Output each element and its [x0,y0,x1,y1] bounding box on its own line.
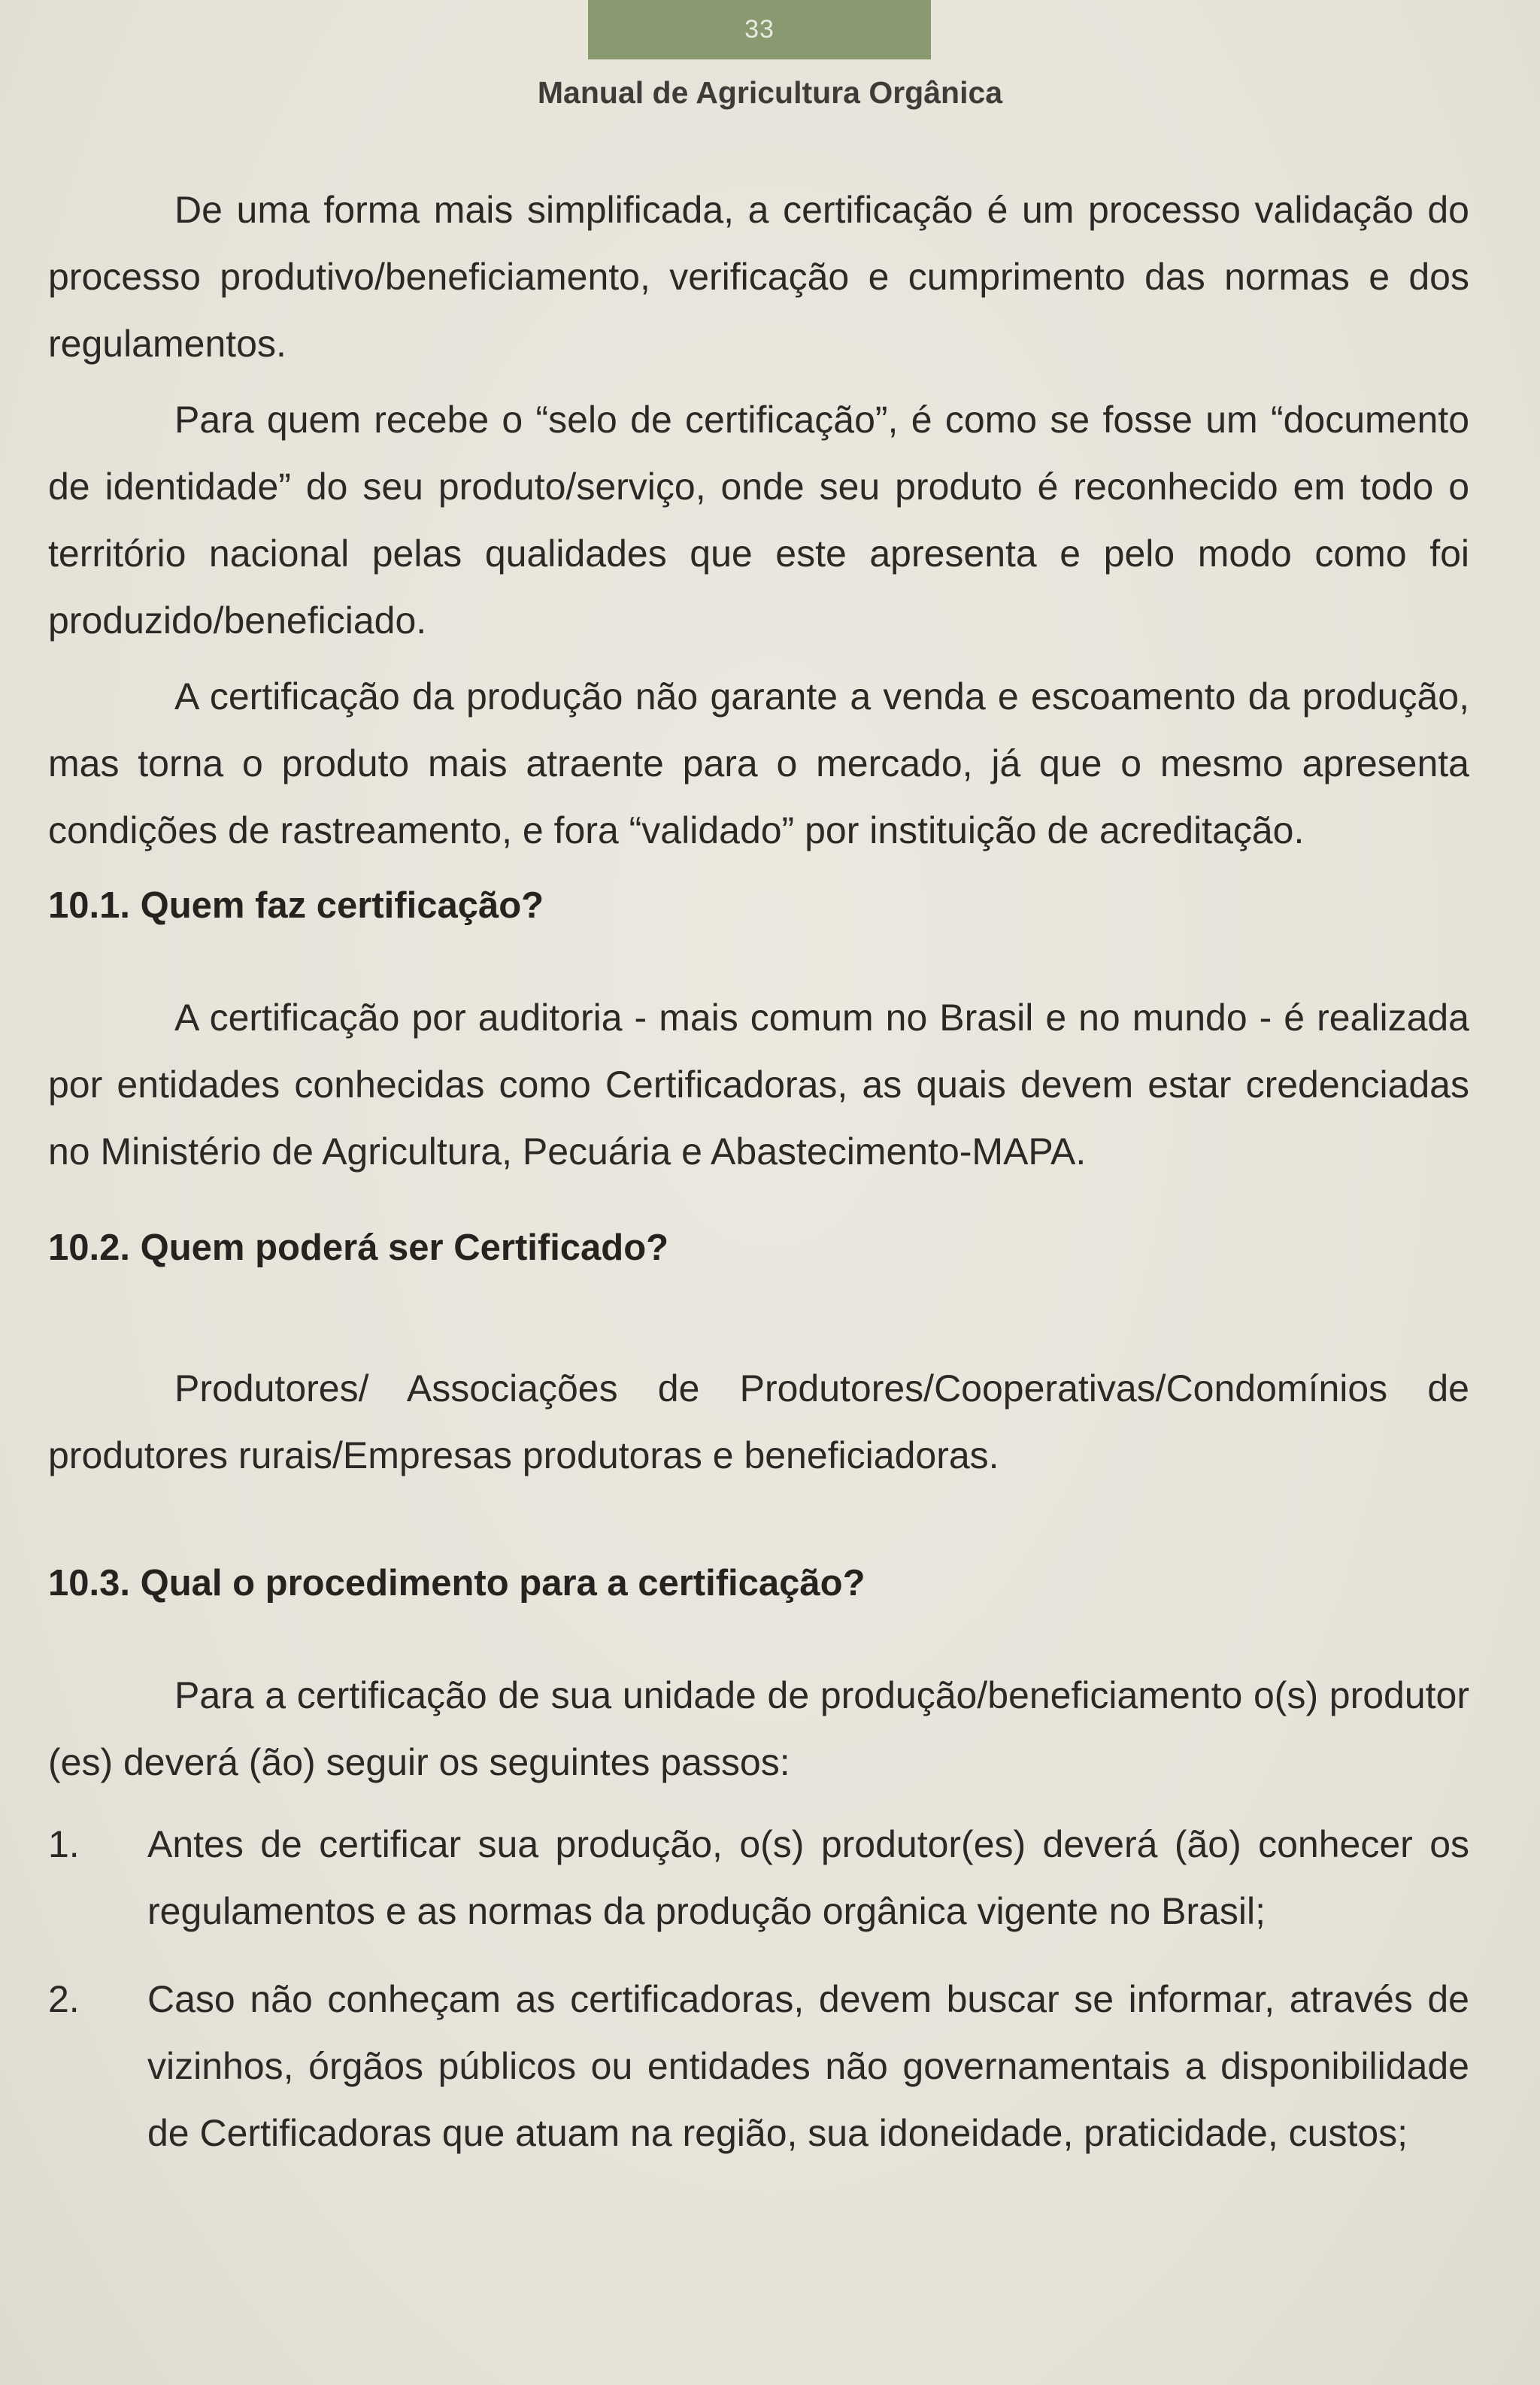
steps-list [48,1811,1469,2167]
section-heading-10-3: 10.3. Qual o procedimento para a certificação? [48,1563,865,1604]
list-item-text: Antes de certificar sua produção, o(s) produtor(es) deverá (ão) conhecer os regulamentos e as normas da produção orgânica vigente no Brasil; [147,1823,1469,1932]
paragraph: Para quem recebe o “selo de certificação”, é como se fosse um “documento de identidade” do seu produto/serviço, onde seu produto é reconhecido em todo o território nacional pelas qualidades que este apresenta e pelo modo como foi produzido/beneficiado. [48,399,1469,642]
section-heading-10-2: 10.2. Quem poderá ser Certificado? [48,1227,669,1268]
paragraph: A certificação por auditoria - mais comum no Brasil e no mundo - é realizada por entidades conhecidas como Certificadoras, as quais devem estar credenciadas no Ministério de Agricultura, Pecuária e Abastecimento-MAPA. [48,997,1469,1173]
list-item-text: Caso não conheçam as certificadoras, devem buscar se informar, através de vizinhos, órgãos públicos ou entidades não governamentais a disponibilidade de Certificadoras que atuam na região, sua idoneidade, praticidade, custos; [147,1978,1469,2154]
list-item-number: 1. [48,1823,80,1865]
section-heading-10-1: 10.1. Quem faz certificação? [48,885,544,926]
list-item [48,1966,1469,2167]
page-content [48,177,1469,2188]
page-number-tab [588,0,931,59]
running-title: Manual de Agricultura Orgânica [537,75,1003,110]
list-item-number: 2. [48,1978,80,2020]
paragraph: A certificação da produção não garante a venda e escoamento da produção, mas torna o produto mais atraente para o mercado, já que o mesmo apresenta condições de rastreamento, e fora “validado” por instituição de acreditação. [48,675,1469,851]
list-item [48,1811,1469,1945]
paragraph: De uma forma mais simplificada, a certificação é um processo validação do processo produtivo/beneficiamento, verificação e cumprimento das normas e dos regulamentos. [48,189,1469,365]
paragraph: Produtores/ Associações de Produtores/Cooperativas/Condomínios de produtores rurais/Empresas produtoras e beneficiadoras. [48,1367,1469,1476]
page-number: 33 [744,15,775,44]
paragraph: Para a certificação de sua unidade de produção/beneficiamento o(s) produtor (es) deverá (ão) seguir os seguintes passos: [48,1674,1469,1783]
